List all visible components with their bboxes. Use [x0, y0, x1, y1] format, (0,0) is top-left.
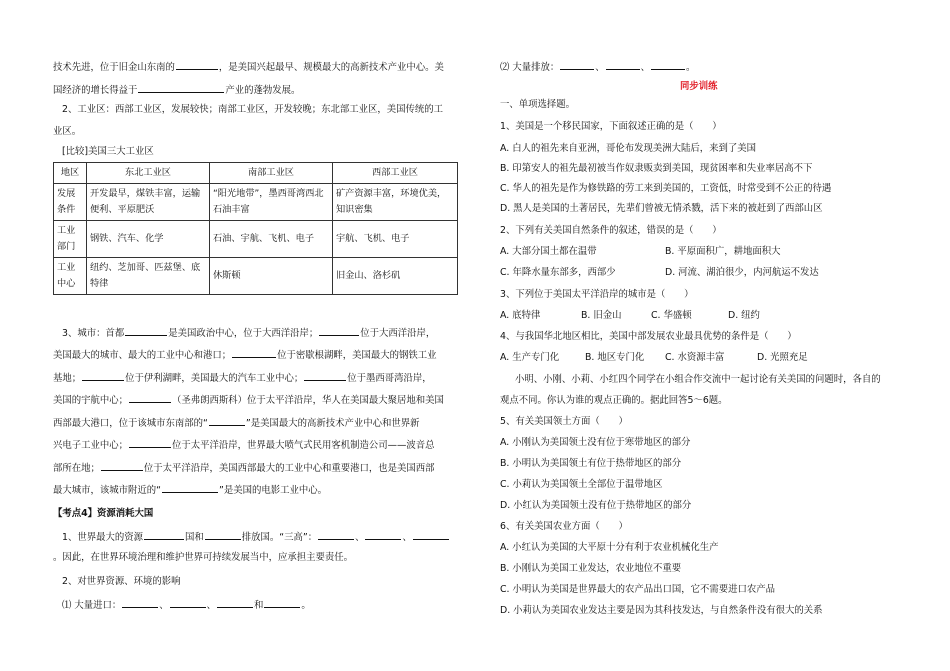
resources-line-3: 2、对世界资源、环境的影响 [62, 576, 181, 587]
fill-blank[interactable] [162, 483, 218, 493]
option-6b[interactable]: B. 小刚认为美国工业发达，农业地位不重要 [500, 563, 682, 574]
option-3a[interactable]: A. 底特律 [500, 310, 541, 321]
fill-blank[interactable] [217, 598, 253, 608]
table-cell: 矿产资源丰富，环境优美，知识密集 [333, 184, 458, 221]
question-4: 4、与我国华北地区相比，美国中部发展农业最具优势的条件是（ ） [500, 331, 797, 342]
fill-blank[interactable] [560, 60, 594, 70]
option-3d[interactable]: D. 纽约 [728, 310, 760, 321]
row-label: 工业中心 [54, 258, 87, 295]
resources-line-2: 。因此，在世界环境治理和维护世界可持续发展当中，应承担主要责任。 [53, 552, 354, 563]
fill-blank[interactable] [122, 598, 158, 608]
option-1c[interactable]: C. 华人的祖先是作为修铁路的劳工来到美国的，工资低，时常受到不公正的待遇 [500, 183, 832, 194]
fill-blank[interactable] [232, 348, 276, 358]
option-2b[interactable]: B. 平原面积广，耕地面积大 [665, 246, 781, 257]
option-5c[interactable]: C. 小莉认为美国领土全部位于温带地区 [500, 479, 663, 490]
table-header: 地区 [54, 163, 87, 184]
cities-line-5: 西部最大港口，位于该城市东南部的“ ”是美国最大的高新技术产业中心和世界新 [53, 418, 420, 429]
fill-blank[interactable] [209, 416, 245, 426]
table-cell: 开发最早，煤铁丰富，运输便利、平原肥沃 [87, 184, 210, 221]
option-6c[interactable]: C. 小明认为美国是世界最大的农产品出口国，它不需要进口农产品 [500, 584, 776, 595]
option-4a[interactable]: A. 生产专门化 [500, 352, 560, 363]
fill-blank[interactable] [304, 371, 346, 381]
fill-blank[interactable] [205, 530, 241, 540]
table-header: 南部工业区 [210, 163, 333, 184]
option-1b[interactable]: B. 印第安人的祖先最初被当作奴隶贩卖到美国，现贫困率和失业率居高不下 [500, 163, 813, 174]
fill-blank[interactable] [82, 371, 124, 381]
emission-line: ⑵ 大量排放： 、 、 。 [500, 62, 696, 73]
fill-blank[interactable] [264, 598, 300, 608]
compare-title: [比较]美国三大工业区 [62, 146, 154, 157]
fill-blank[interactable] [101, 461, 143, 471]
row-label: 工业部门 [54, 221, 87, 258]
section-heading: 一、单项选择题。 [500, 99, 576, 110]
fill-blank[interactable] [606, 60, 640, 70]
paragraph-industrial-zones-end: 业区。 [53, 126, 82, 137]
option-6a[interactable]: A. 小红认为美国的大平原十分有利于农业机械化生产 [500, 542, 719, 553]
fill-blank[interactable] [129, 438, 171, 448]
paragraph-industrial-zones: 2、工业区：西部工业区，发展较快；南部工业区，开发较晚；东北部工业区，美国传统的工 [62, 104, 443, 115]
section-title: 同步训练 [680, 81, 718, 92]
cities-line-6: 兴电子工业中心； 位于太平洋沿岸，世界最大喷气式民用客机制造公司——波音总 [53, 440, 435, 451]
table-header: 东北工业区 [87, 163, 210, 184]
fill-blank[interactable] [176, 60, 218, 70]
fill-blank[interactable] [413, 530, 449, 540]
cities-line-7: 部所在地； 位于太平洋沿岸，美国西部最大的工业中心和重要港口，也是美国西部 [53, 463, 435, 474]
table-row [54, 221, 458, 258]
cities-line-8: 最大城市，该城市附近的“ ”是美国的电影工业中心。 [53, 485, 327, 496]
table-cell: 旧金山、洛杉矶 [333, 258, 458, 295]
option-4b[interactable]: B. 地区专门化 [585, 352, 645, 363]
table-header-row [54, 163, 458, 184]
option-2d[interactable]: D. 河流、湖泊很少，内河航运不发达 [665, 267, 819, 278]
table-cell: 钢铁、汽车、化学 [87, 221, 210, 258]
fill-blank[interactable] [138, 83, 224, 93]
table-cell: 纽约、芝加哥、匹兹堡、底特律 [87, 258, 210, 295]
option-1a[interactable]: A. 白人的祖先来自亚洲，哥伦布发现美洲大陆后，来到了美国 [500, 143, 756, 154]
industrial-zones-table [53, 162, 458, 295]
table-cell: 休斯顿 [210, 258, 333, 295]
intro-line-2: 观点不同。你认为谁的观点正确的。据此回答5～6题。 [500, 395, 728, 406]
cities-line-1: 3、城市：首都 是美国政治中心，位于大西洋沿岸； 位于大西洋沿岸， [62, 328, 436, 339]
table-cell: 石油、宇航、飞机、电子 [210, 221, 333, 258]
paragraph-economy: 国经济的增长得益于 产业的蓬勃发展。 [53, 85, 301, 96]
cities-line-2: 美国最大的城市、最大的工业中心和港口； 位于密歇根湖畔，美国最大的钢铁工业 [53, 350, 437, 361]
fill-blank[interactable] [170, 598, 206, 608]
option-2a[interactable]: A. 大部分国土都在温带 [500, 246, 597, 257]
question-3: 3、下列位于美国太平洋沿岸的城市是（ ） [500, 289, 694, 300]
option-3b[interactable]: B. 旧金山 [581, 310, 622, 321]
fill-blank[interactable] [318, 530, 354, 540]
question-5: 5、有关美国领土方面（ ） [500, 416, 628, 427]
fill-blank[interactable] [365, 530, 401, 540]
fill-blank[interactable] [651, 60, 685, 70]
option-3c[interactable]: C. 华盛顿 [651, 310, 692, 321]
option-6d[interactable]: D. 小莉认为美国农业发达主要是因为其科技发达，与自然条件没有很大的关系 [500, 605, 823, 616]
fill-blank[interactable] [129, 393, 171, 403]
intro-line-1: 小明、小刚、小莉、小红四个同学在小组合作交流中一起讨论有关美国的问题时，各自的 [515, 374, 881, 385]
fill-blank[interactable] [144, 530, 184, 540]
row-label: 发展条件 [54, 184, 87, 221]
option-4c[interactable]: C. 水资源丰富 [665, 352, 725, 363]
question-2: 2、下列有关美国自然条件的叙述，错误的是（ ） [500, 225, 722, 236]
table-cell: 宇航、飞机、电子 [333, 221, 458, 258]
question-6: 6、有关美国农业方面（ ） [500, 521, 628, 532]
question-1: 1、美国是一个移民国家，下面叙述正确的是（ ） [500, 121, 722, 132]
fill-blank[interactable] [125, 326, 167, 336]
table-header: 西部工业区 [333, 163, 458, 184]
option-5a[interactable]: A. 小刚认为美国领土没有位于寒带地区的部分 [500, 437, 691, 448]
option-5d[interactable]: D. 小红认为美国领土没有位于热带地区的部分 [500, 500, 692, 511]
key-point-4-heading: 【考点4】资源消耗大国 [53, 508, 154, 519]
table-cell: “阳光地带”，墨西哥湾西北石油丰富 [210, 184, 333, 221]
table-row [54, 184, 458, 221]
resources-line-1: 1、世界最大的资源 国和 排放国。“三高”： 、 、 [62, 530, 450, 544]
paragraph-silicon-valley: 技术先进，位于旧金山东南的 ，是美国兴起最早、规模最大的高新技术产业中心。美 [53, 62, 444, 73]
fill-blank[interactable] [319, 326, 359, 336]
table-row [54, 258, 458, 295]
cities-line-4: 美国的宇航中心； （圣弗朗西斯科）位于太平洋沿岸，华人在美国最大聚居地和美国 [53, 395, 444, 406]
option-1d[interactable]: D. 黑人是美国的土著居民，先辈们曾被无情杀戮，活下来的被赶到了西部山区 [500, 203, 823, 214]
resources-line-4: ⑴ 大量进口： 、 、 和 。 [62, 600, 311, 611]
option-4d[interactable]: D. 光照充足 [757, 352, 808, 363]
option-2c[interactable]: C. 年降水量东部多，西部少 [500, 267, 616, 278]
cities-line-3: 基地； 位于伊利湖畔，美国最大的汽车工业中心； 位于墨西哥湾沿岸， [53, 373, 432, 384]
option-5b[interactable]: B. 小明认为美国领土有位于热带地区的部分 [500, 458, 682, 469]
